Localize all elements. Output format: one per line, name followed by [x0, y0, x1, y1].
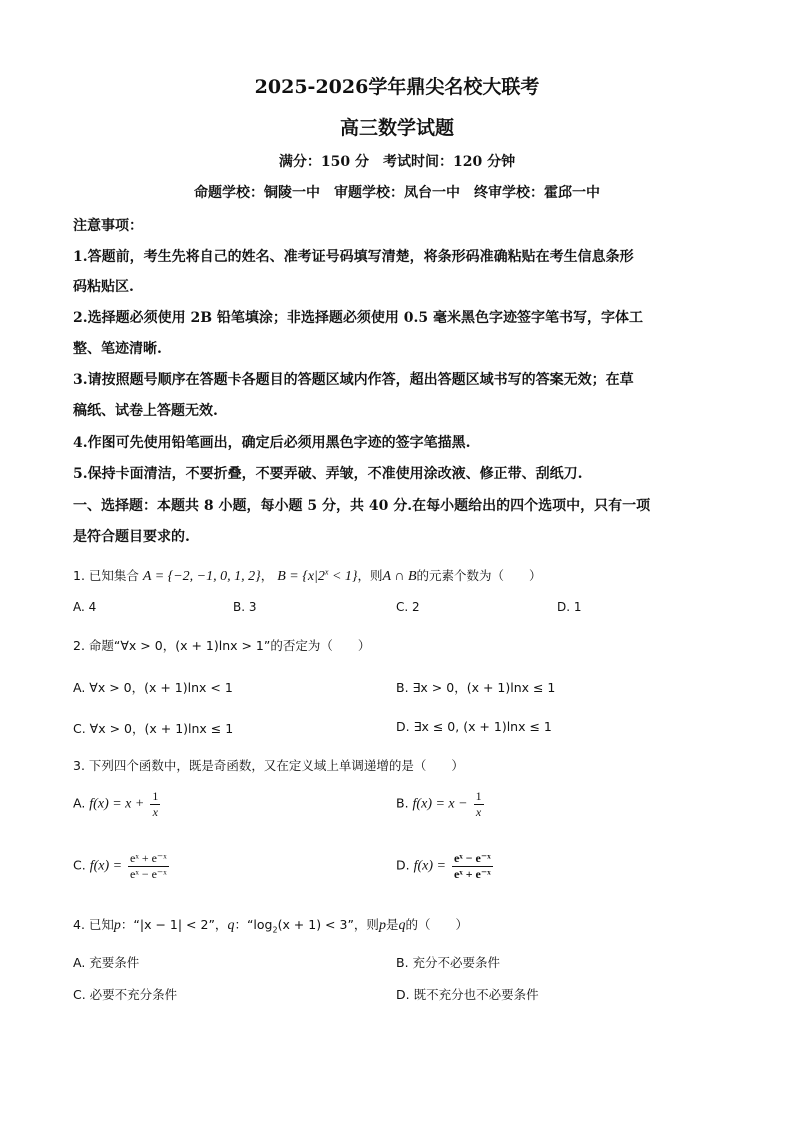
question-3-stem: 3. 下列四个函数中，既是奇函数，又在定义域上单调递增的是（ ） — [73, 758, 464, 773]
q3-option-a — [73, 790, 162, 818]
note-line: 4.作图可先使用铅笔画出，确定后必须用黑色字迹的签字笔描黑. — [73, 435, 471, 451]
q4-p: p — [113, 918, 121, 933]
fraction-denominator: x — [475, 804, 482, 819]
q4-q-condition-rest: (x + 1) < 3”，则 — [277, 917, 379, 932]
question-2-stem: 2. 命题“∀x > 0，(x + 1)lnx > 1”的否定为（ ） — [73, 638, 371, 653]
note-line: 3.请按照题号顺序在答题卡各题目的答题区域内作答，超出答题区域书写的答案无效；在草 — [73, 372, 634, 388]
fraction-numerator: 1 — [152, 789, 159, 803]
q2-option-d: D. ∃x ≤ 0, (x + 1)lnx ≤ 1 — [396, 719, 552, 734]
q3-option-d-lhs: f(x) = — [413, 858, 446, 874]
q4-log-base: 2 — [272, 925, 278, 935]
q3-option-b-label: B. — [396, 795, 409, 811]
subject-title: 高三数学试题 — [339, 117, 454, 139]
note-line: 5.保持卡面清洁，不要折叠，不要弄破、弄皱，不准使用涂改液、修正带、刮纸刀. — [73, 466, 583, 482]
q3-option-c-label: C. — [73, 857, 86, 873]
q3-option-c-lhs: f(x) = — [89, 858, 123, 874]
q3-option-c — [73, 852, 171, 880]
q1-mid: ，则 — [357, 568, 383, 583]
fraction-denominator: eˣ + e⁻ˣ — [453, 866, 491, 881]
q3-option-b-fraction — [474, 790, 484, 818]
q1-set-b — [277, 569, 357, 584]
q1-sep: ， — [260, 568, 274, 583]
q3-option-a-fraction — [150, 790, 160, 818]
school-info: 命题学校：铜陵一中 审题学校：凤台一中 终审学校：霍邱一中 — [194, 185, 600, 201]
q3-option-a-label: A. — [73, 795, 86, 811]
q1-set-b-end: < 1} — [328, 569, 358, 584]
q1-option-b: B. 3 — [233, 600, 257, 614]
q4-p-condition: ：“|x − 1| < 2”， — [120, 917, 228, 932]
note-line: 码粘贴区. — [73, 279, 134, 295]
q4-suffix: 的（ ） — [405, 917, 468, 932]
q4-prefix: 4. 已知 — [73, 917, 114, 932]
q1-prefix: 1. 已知集合 — [73, 568, 139, 583]
q3-option-a-lhs: f(x) = x + — [89, 796, 145, 812]
q1-intersection: A ∩ B — [382, 569, 417, 584]
question-1-stem — [73, 566, 542, 585]
q4-q-condition: ：“log — [234, 917, 273, 932]
fraction-numerator: 1 — [475, 789, 482, 803]
q1-set-b-exp: x — [324, 567, 329, 577]
q2-option-c: C. ∀x > 0，(x + 1)lnx ≤ 1 — [73, 721, 234, 736]
note-line: 2.选择题必须使用 2B 铅笔填涂；非选择题必须使用 0.5 毫米黑色字迹签字笔书写，字体工 — [73, 310, 644, 326]
q1-set-a: A = {−2, −1, 0, 1, 2} — [142, 569, 261, 584]
q2-option-a: A. ∀x > 0，(x + 1)lnx < 1 — [73, 680, 233, 695]
q1-set-b-text: B = {x|2 — [277, 569, 325, 584]
q1-option-a: A. 4 — [73, 600, 97, 614]
q3-option-d-label: D. — [396, 857, 410, 873]
q1-option-d: D. 1 — [557, 600, 582, 614]
exam-title: 2025-2026学年鼎尖名校大联考 — [254, 76, 540, 98]
q3-option-c-fraction — [128, 852, 169, 880]
q2-option-b: B. ∃x > 0，(x + 1)lnx ≤ 1 — [396, 680, 556, 695]
section-heading: 一、选择题：本题共 8 小题，每小题 5 分，共 40 分.在每小题给出的四个选项中，只有一项 — [73, 498, 651, 514]
q4-p-ref: p — [378, 918, 386, 933]
q3-option-d-fraction — [452, 852, 493, 880]
note-line: 整、笔迹清晰. — [73, 341, 162, 357]
exam-info: 满分：150 分 考试时间：120 分钟 — [278, 154, 516, 170]
question-4-stem — [73, 915, 468, 935]
q4-is: 是 — [385, 917, 399, 932]
fraction-denominator: x — [152, 804, 158, 819]
q3-option-d — [396, 852, 495, 880]
q4-q-ref: q — [398, 918, 406, 933]
q4-option-b: B. 充分不必要条件 — [396, 955, 501, 970]
q4-option-a: A. 充要条件 — [73, 955, 140, 970]
note-line: 1.答题前，考生先将自己的姓名、准考证号码填写清楚，将条形码准确粘贴在考生信息条形 — [73, 249, 634, 265]
fraction-numerator: eˣ + e⁻ˣ — [130, 851, 167, 865]
q1-suffix: 的元素个数为（ ） — [416, 568, 542, 583]
section-heading-cont: 是符合题目要求的. — [73, 529, 190, 545]
note-line: 稿纸、试卷上答题无效. — [73, 403, 218, 419]
fraction-denominator: eˣ − e⁻ˣ — [130, 866, 167, 881]
notes-heading: 注意事项： — [73, 218, 143, 234]
q1-option-c: C. 2 — [396, 600, 420, 614]
q4-option-c: C. 必要不充分条件 — [73, 987, 178, 1002]
q3-option-b-lhs: f(x) = x − — [412, 796, 468, 812]
q4-q: q — [227, 918, 235, 933]
q3-option-b — [396, 790, 486, 818]
q4-option-d: D. 既不充分也不必要条件 — [396, 987, 539, 1002]
fraction-numerator: eˣ − e⁻ˣ — [453, 851, 491, 865]
